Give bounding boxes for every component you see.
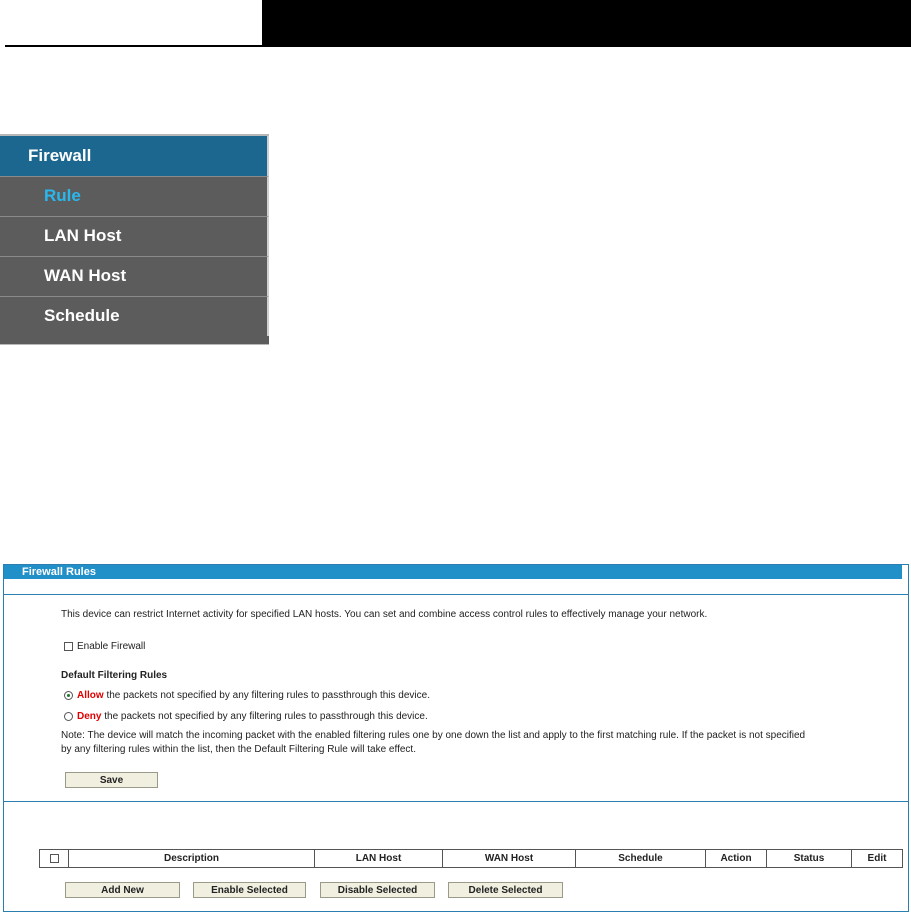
deny-radio[interactable]	[64, 712, 73, 721]
enable-firewall-row	[64, 641, 145, 652]
col-wan-host: WAN Host	[443, 850, 576, 868]
menu-item-rule[interactable]: Rule	[0, 176, 269, 216]
panel-divider-bottom	[4, 801, 908, 802]
allow-text: the packets not specified by any filtering rules to passthrough this device.	[103, 690, 430, 701]
allow-word: Allow	[77, 690, 104, 701]
menu-header-firewall[interactable]: Firewall	[0, 136, 269, 176]
note-line-1: Note: The device will match the incoming packet with the enabled filtering rules one by one down the list and apply to the first matching rule. If the packet is not specified	[61, 730, 806, 741]
enable-firewall-checkbox[interactable]	[64, 642, 73, 651]
disable-selected-button[interactable]: Disable Selected	[320, 882, 435, 898]
intro-text: This device can restrict Internet activity for specified LAN hosts. You can set and combine access control rules to effectively manage your network.	[61, 609, 708, 620]
col-status: Status	[767, 850, 852, 868]
rules-table	[39, 849, 903, 868]
allow-radio[interactable]	[64, 691, 73, 700]
add-new-button[interactable]: Add New	[65, 882, 180, 898]
col-lan-host: LAN Host	[315, 850, 443, 868]
firewall-rules-panel	[3, 564, 909, 912]
select-all-checkbox[interactable]	[50, 854, 59, 863]
save-button[interactable]: Save	[65, 772, 158, 788]
panel-divider-top	[4, 594, 908, 595]
default-filtering-heading: Default Filtering Rules	[61, 670, 168, 681]
panel-title-bar	[4, 565, 908, 579]
rules-table-header-row	[40, 850, 903, 868]
header-black-bar	[262, 0, 911, 47]
allow-row	[64, 690, 430, 701]
col-description: Description	[69, 850, 315, 868]
panel-title: Firewall Rules	[22, 566, 96, 578]
title-bar-corner	[902, 565, 908, 579]
deny-word: Deny	[77, 711, 102, 722]
menu-item-schedule[interactable]: Schedule	[0, 296, 269, 336]
enable-firewall-label: Enable Firewall	[77, 641, 146, 652]
menu-item-lan-host[interactable]: LAN Host	[0, 216, 269, 256]
deny-row	[64, 711, 428, 722]
delete-selected-button[interactable]: Delete Selected	[448, 882, 563, 898]
select-all-header	[40, 850, 69, 868]
menu-item-wan-host[interactable]: WAN Host	[0, 256, 269, 296]
deny-text: the packets not specified by any filtering rules to passthrough this device.	[101, 711, 428, 722]
firewall-menu	[0, 134, 269, 345]
enable-selected-button[interactable]: Enable Selected	[193, 882, 306, 898]
note-line-2: by any filtering rules within the list, then the Default Filtering Rule will take effect.	[61, 744, 416, 755]
col-action: Action	[706, 850, 767, 868]
col-edit: Edit	[852, 850, 903, 868]
col-schedule: Schedule	[576, 850, 706, 868]
header-underline	[5, 45, 262, 47]
